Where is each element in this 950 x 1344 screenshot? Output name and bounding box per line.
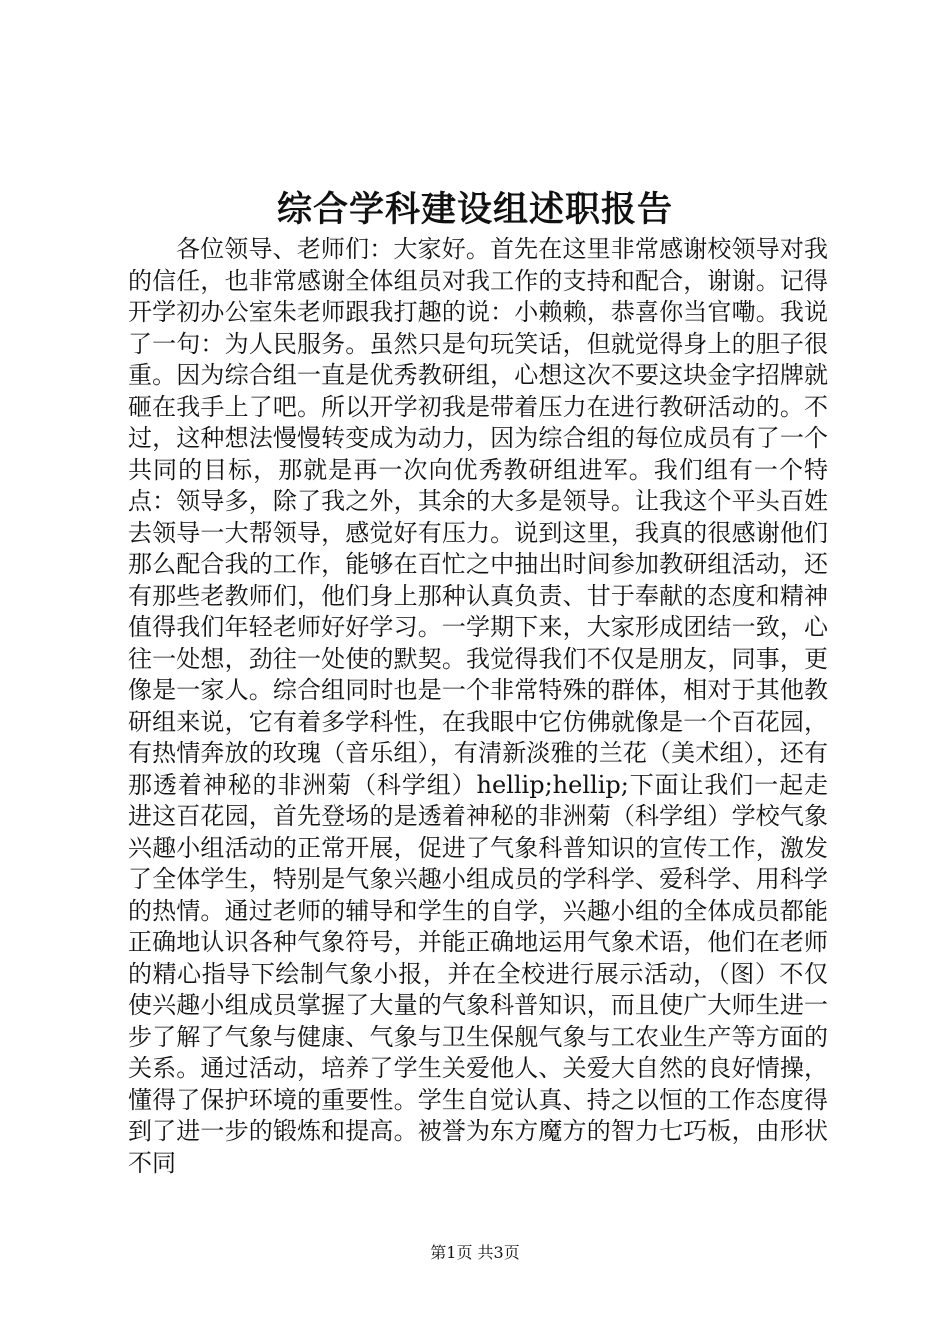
document-body: 各位领导、老师们：大家好。首先在这里非常感谢校领导对我的信任，也非常感谢全体组员对我工作的支持和配合，谢谢。记得开学初办公室朱老师跟我打趣的说：小赖赖，恭喜你当官嘞。我说了一句：为人民服务。虽然只是句玩笑话，但就觉得身上的胆子很重。因为综合组一直是优秀教研组，心想这次不要这块金字招牌就砸在我手上了吧。所以开学初我是带着压力在进行教研活动的。不过，这种想法慢慢转变成为动力，因为综合组的每位成员有了一个共同的目标，那就是再一次向优秀教研组进军。我们组有一个特点：领导多，除了我之外，其余的大多是领导。让我这个平头百姓去领导一大帮领导，感觉好有压力。说到这里，我真的很感谢他们那么配合我的工作，能够在百忙之中抽出时间参加教研组活动，还有那些老教师们，他们身上那种认真负责、甘于奉献的态度和精神值得我们年轻老师好好学习。一学期下来，大家形成团结一致，心往一处想，劲往一处使的默契。我觉得我们不仅是朋友，同事，更像是一家人。综合组同时也是一个非常特殊的群体，相对于其他教研组来说，它有着多学科性，在我眼中它仿佛就像是一个百花园，有热情奔放的玫瑰（音乐组），有清新淡雅的兰花（美术组），还有那透着神秘的非洲菊（科学组）hellip;hellip;下面让我们一起走进这百花园，首先登场的是透着神秘的非洲菊（科学组）学校气象兴趣小组活动的正常开展，促进了气象科普知识的宣传工作，激发了全体学生，特别是气象兴趣小组成员的学科学、爱科学、用科学的热情。通过老师的辅导和学生的自学，兴趣小组的全体成员都能正确地认识各种气象符号，并能正确地运用气象术语，他们在老师的精心指导下绘制气象小报，并在全校进行展示活动，（图）不仅使兴趣小组成员掌握了大量的气象科普知识，而且使广大师生进一步了解了气象与健康、气象与卫生保舰气象与工农业生产等方面的关系。通过活动，培养了学生关爱他人、关爱大自然的良好情操，懂得了保护环境的重要性。学生自觉认真、持之以恒的工作态度得到了进一步的锻炼和提高。被誉为东方魔方的智力七巧板，由形状不同 bbox=[128, 235, 828, 1177]
document-title: 综合学科建设组述职报告 bbox=[276, 189, 673, 230]
page-number-footer: 第1页 共3页 bbox=[430, 1243, 520, 1262]
